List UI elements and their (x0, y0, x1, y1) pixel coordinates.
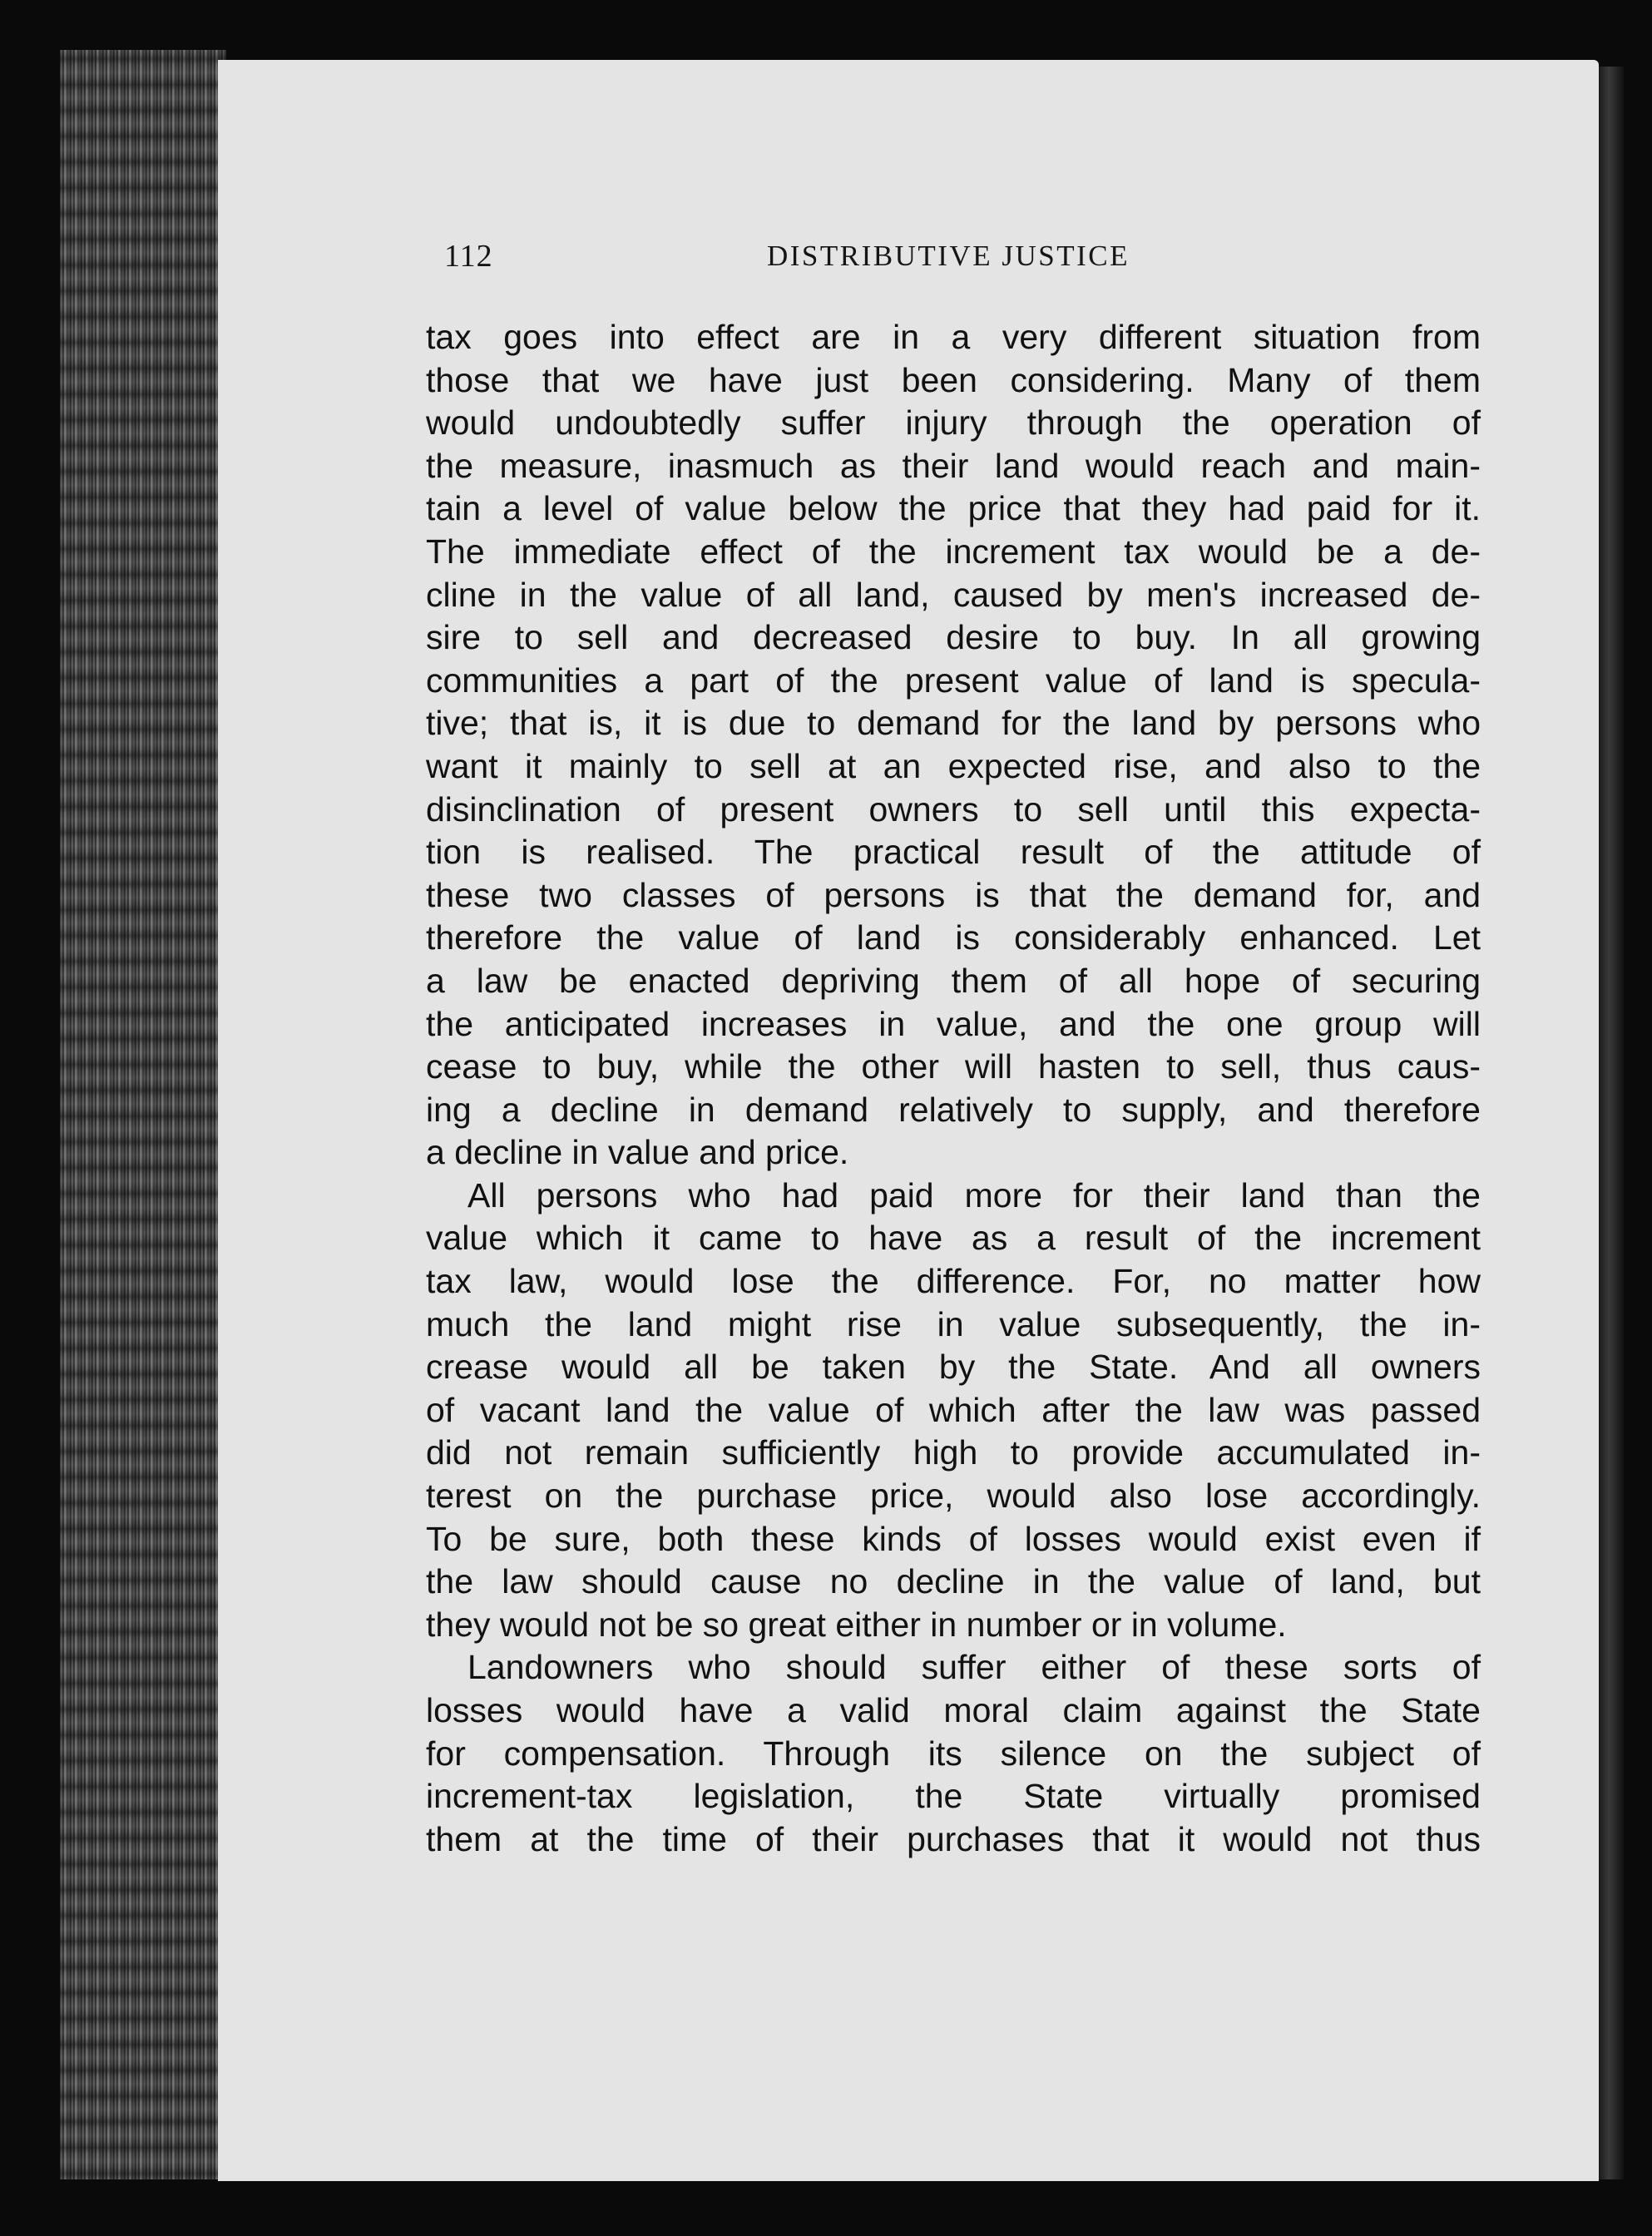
text-line: much the land might rise in value subsequently, the in- (426, 1304, 1481, 1343)
running-title: DISTRIBUTIVE JUSTICE (767, 240, 1130, 272)
text-line: they would not be so great either in number or in volume. (426, 1605, 1287, 1644)
text-line: tax law, would lose the difference. For, no matter how (426, 1262, 1481, 1301)
text-line: sire to sell and decreased desire to buy. In all growing (426, 618, 1481, 657)
text-line: would undoubtedly suffer injury through the operation of (426, 403, 1481, 443)
text-line: tion is realised. The practical result of the attitude of (426, 833, 1481, 872)
text-line: The immediate effect of the increment tax would be a de- (426, 532, 1481, 571)
text-line: communities a part of the present value of land is specula- (426, 660, 1481, 700)
text-line: the law should cause no decline in the value of land, but (426, 1562, 1481, 1601)
text-line: want it mainly to sell at an expected rise, and also to the (426, 746, 1481, 785)
text-line: All persons who had paid more for their land than the (467, 1175, 1481, 1214)
page-header (444, 238, 1476, 278)
text-line: did not remain sufficiently high to provide accumulated in- (426, 1433, 1481, 1472)
text-line: crease would all be taken by the State. And all owners (426, 1348, 1481, 1387)
text-line: value which it came to have as a result of the increment (426, 1219, 1481, 1258)
text-line: therefore the value of land is considerably enhanced. Let (426, 918, 1481, 957)
page-number: 112 (444, 239, 493, 274)
text-line: tax goes into effect are in a very different situation from (426, 318, 1481, 356)
text-line: the anticipated increases in value, and the one group will (426, 1004, 1481, 1043)
text-line: disinclination of present owners to sell until this expecta- (426, 789, 1481, 829)
text-line: a decline in value and price. (426, 1133, 849, 1172)
text-line: ing a decline in demand relatively to supply, and therefore (426, 1090, 1481, 1129)
text-line: those that we have just been considering. Many of them (426, 360, 1481, 399)
paragraph (426, 1646, 1481, 1861)
page-edges (60, 50, 226, 2179)
body-text (426, 316, 1481, 1861)
text-line: a law be enacted depriving them of all hope of securing (426, 961, 1481, 1000)
text-line: of vacant land the value of which after the law was passed (426, 1390, 1481, 1429)
text-line: losses would have a valid moral claim against the State (426, 1691, 1481, 1729)
text-line: for compensation. Through its silence on the subject of (426, 1734, 1481, 1773)
text-line: them at the time of their purchases that it would not thus (426, 1819, 1481, 1858)
text-line: Landowners who should suffer either of these sorts of (467, 1648, 1481, 1687)
text-line: the measure, inasmuch as their land would reach and main- (426, 446, 1481, 485)
text-line: increment-tax legislation, the State virtually promised (426, 1777, 1481, 1816)
paragraph (426, 1175, 1481, 1647)
text-line: terest on the purchase price, would also lose accordingly. (426, 1477, 1481, 1516)
text-line: tive; that is, it is due to demand for the land by persons who (426, 704, 1481, 743)
text-line: cline in the value of all land, caused by men's increased de- (426, 575, 1481, 614)
text-line: these two classes of persons is that the demand for, and (426, 875, 1481, 914)
text-line: cease to buy, while the other will hasten to sell, thus caus- (426, 1047, 1481, 1086)
text-line: tain a level of value below the price that they had paid for it. (426, 489, 1481, 528)
facing-page-edge (1599, 67, 1624, 2179)
text-line: To be sure, both these kinds of losses would exist even if (426, 1519, 1481, 1558)
paragraph (426, 316, 1481, 1175)
